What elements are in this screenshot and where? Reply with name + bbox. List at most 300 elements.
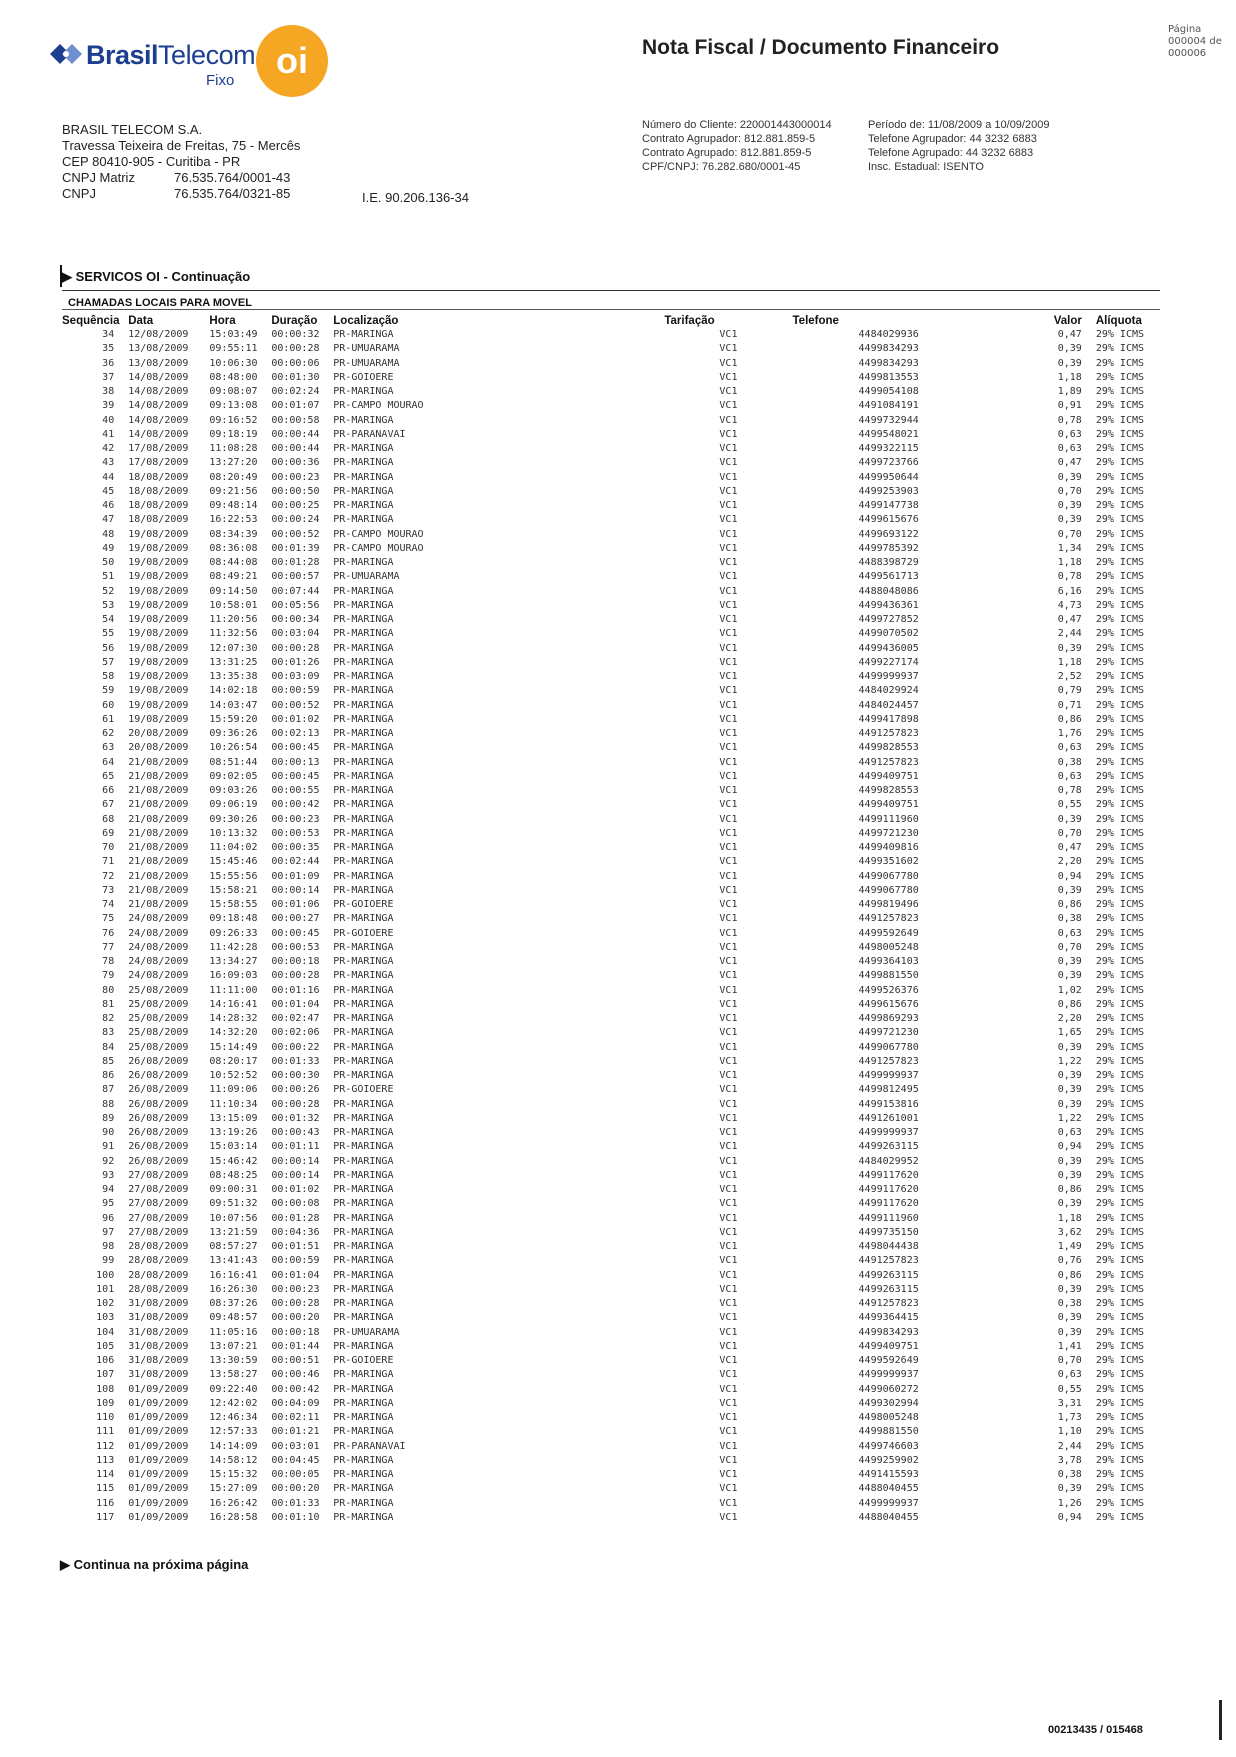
cell-data: 31/08/2009	[128, 1369, 189, 1381]
cell-sequencia: 112	[96, 1440, 115, 1452]
telefone-agrupado: Telefone Agrupado: 44 3232 6883	[868, 147, 1034, 159]
client-info-left	[642, 118, 832, 174]
cell-sequencia: 54	[102, 614, 115, 626]
cell-duracao: 00:00:28	[271, 343, 320, 355]
cell-localizacao: PR-MARINGA	[333, 1298, 394, 1310]
cell-telefone: 4499259902	[858, 1454, 919, 1466]
cell-telefone: 4484029924	[858, 685, 919, 697]
cell-localizacao: PR-MARINGA	[333, 671, 394, 683]
cell-aliquota: 29% ICMS	[1095, 884, 1145, 896]
cell-duracao: 00:00:28	[271, 1298, 320, 1310]
cell-hora: 11:10:34	[209, 1098, 258, 1110]
cell-telefone: 4499693122	[858, 528, 919, 540]
cell-valor: 0,86	[1057, 713, 1082, 725]
table-row	[62, 1226, 1160, 1240]
cell-valor: 1,22	[1057, 1055, 1082, 1067]
cell-telefone: 4499067780	[858, 884, 919, 896]
cell-hora: 13:30:59	[209, 1355, 258, 1367]
cell-valor: 0,47	[1057, 457, 1082, 469]
cell-tarifacao: VC1	[719, 884, 738, 896]
cell-localizacao: PR-MARINGA	[333, 557, 394, 569]
cell-localizacao: PR-MARINGA	[333, 1070, 394, 1082]
cell-telefone: 4499067780	[858, 1041, 919, 1053]
cell-localizacao: PR-MARINGA	[333, 414, 394, 426]
cell-duracao: 00:00:08	[271, 1198, 320, 1210]
col-hora: Hora	[209, 314, 236, 327]
cell-aliquota: 29% ICMS	[1095, 1169, 1145, 1181]
cell-tarifacao: VC1	[719, 770, 738, 782]
cell-hora: 14:16:41	[209, 998, 258, 1010]
cell-valor: 0,38	[1057, 1469, 1082, 1481]
cell-sequencia: 117	[96, 1511, 115, 1523]
cnpj-row	[62, 186, 300, 202]
company-cep: CEP 80410-905 - Curitiba - PR	[62, 154, 241, 169]
cell-valor: 0,39	[1057, 956, 1082, 968]
cell-valor: 0,39	[1057, 500, 1082, 512]
cell-data: 13/08/2009	[128, 357, 189, 369]
table-row	[62, 713, 1160, 727]
cell-localizacao: PR-MARINGA	[333, 728, 394, 740]
cell-aliquota: 29% ICMS	[1095, 970, 1145, 982]
cell-localizacao: PR-MARINGA	[333, 1483, 394, 1495]
cell-tarifacao: VC1	[719, 1041, 738, 1053]
cell-valor: 2,44	[1057, 1440, 1082, 1452]
cell-duracao: 00:00:30	[271, 1070, 320, 1082]
cell-sequencia: 91	[102, 1141, 115, 1153]
cell-data: 01/09/2009	[128, 1383, 189, 1395]
cell-aliquota: 29% ICMS	[1095, 1283, 1145, 1295]
cell-tarifacao: VC1	[719, 514, 738, 526]
cell-aliquota: 29% ICMS	[1095, 1155, 1145, 1167]
company-name: BRASIL TELECOM S.A.	[62, 122, 203, 137]
cell-data: 28/08/2009	[128, 1269, 189, 1281]
cell-telefone: 4499615676	[858, 514, 919, 526]
cell-aliquota: 29% ICMS	[1095, 870, 1145, 882]
cell-duracao: 00:00:27	[271, 913, 320, 925]
cell-data: 25/08/2009	[128, 998, 189, 1010]
cell-localizacao: PR-MARINGA	[333, 471, 394, 483]
section-divider	[62, 290, 1160, 291]
table-row	[62, 357, 1160, 371]
cell-valor: 1,10	[1057, 1426, 1082, 1438]
cell-localizacao: PR-CAMPO MOURAO	[333, 528, 424, 540]
cell-duracao: 00:01:33	[271, 1497, 320, 1509]
cell-hora: 11:20:56	[209, 614, 258, 626]
cell-sequencia: 64	[102, 756, 115, 768]
cell-valor: 0,63	[1057, 927, 1082, 939]
cell-tarifacao: VC1	[719, 1212, 738, 1224]
cell-valor: 0,63	[1057, 742, 1082, 754]
cell-sequencia: 43	[102, 457, 115, 469]
cell-valor: 0,38	[1057, 1298, 1082, 1310]
cell-sequencia: 60	[102, 699, 115, 711]
cell-hora: 12:07:30	[209, 642, 258, 654]
cell-duracao: 00:01:06	[271, 899, 320, 911]
table-row	[62, 442, 1160, 456]
cell-localizacao: PR-MARINGA	[333, 970, 394, 982]
cell-valor: 0,78	[1057, 785, 1082, 797]
cell-telefone: 4499067780	[858, 870, 919, 882]
cell-valor: 0,39	[1057, 357, 1082, 369]
table-row	[62, 1183, 1160, 1197]
cell-valor: 3,31	[1057, 1397, 1082, 1409]
cell-data: 26/08/2009	[128, 1155, 189, 1167]
table-row	[62, 1055, 1160, 1069]
cell-sequencia: 40	[102, 414, 115, 426]
table-row	[62, 955, 1160, 969]
cell-data: 27/08/2009	[128, 1226, 189, 1238]
cell-data: 19/08/2009	[128, 671, 189, 683]
cell-hora: 13:19:26	[209, 1127, 258, 1139]
cell-data: 01/09/2009	[128, 1426, 189, 1438]
cell-hora: 16:26:30	[209, 1283, 258, 1295]
client-number: Número do Cliente: 220001443000014	[642, 119, 832, 131]
cell-sequencia: 86	[102, 1070, 115, 1082]
col-telefone: Telefone	[792, 314, 839, 327]
cell-duracao: 00:00:06	[271, 357, 320, 369]
cell-duracao: 00:00:36	[271, 457, 320, 469]
cell-localizacao: PR-MARINGA	[333, 884, 394, 896]
cell-sequencia: 89	[102, 1112, 115, 1124]
cell-hora: 08:44:08	[209, 557, 258, 569]
scan-edge-mark	[1219, 1700, 1222, 1740]
cell-localizacao: PR-MARINGA	[333, 386, 394, 398]
cell-hora: 13:15:09	[209, 1112, 258, 1124]
cell-tarifacao: VC1	[719, 1440, 738, 1452]
cell-duracao: 00:07:44	[271, 585, 320, 597]
cell-tarifacao: VC1	[719, 699, 738, 711]
cell-valor: 0,47	[1057, 614, 1082, 626]
cell-valor: 0,86	[1057, 1269, 1082, 1281]
cell-duracao: 00:01:21	[271, 1426, 320, 1438]
table-row	[62, 371, 1160, 385]
cell-hora: 09:08:07	[209, 386, 258, 398]
cell-duracao: 00:03:04	[271, 628, 320, 640]
cell-sequencia: 76	[102, 927, 115, 939]
cell-localizacao: PR-MARINGA	[333, 756, 394, 768]
cell-telefone: 4499436005	[858, 642, 919, 654]
cell-duracao: 00:00:55	[271, 785, 320, 797]
cell-data: 20/08/2009	[128, 728, 189, 740]
col-duracao: Duração	[271, 314, 318, 327]
cell-localizacao: PR-MARINGA	[333, 913, 394, 925]
cell-duracao: 00:00:43	[271, 1127, 320, 1139]
col-data: Data	[128, 314, 154, 327]
cell-hora: 09:00:31	[209, 1184, 258, 1196]
cell-hora: 15:46:42	[209, 1155, 258, 1167]
cell-aliquota: 29% ICMS	[1095, 1369, 1145, 1381]
cell-telefone: 4499834293	[858, 1326, 919, 1338]
table-row	[62, 1240, 1160, 1254]
cell-telefone: 4499999937	[858, 671, 919, 683]
cell-duracao: 00:02:24	[271, 386, 320, 398]
cell-localizacao: PR-MARINGA	[333, 1469, 394, 1481]
cell-telefone: 4499070502	[858, 628, 919, 640]
cell-hora: 14:02:18	[209, 685, 258, 697]
cell-data: 28/08/2009	[128, 1241, 189, 1253]
table-row	[62, 1140, 1160, 1154]
table-row	[62, 898, 1160, 912]
cell-hora: 09:21:56	[209, 485, 258, 497]
cell-sequencia: 107	[96, 1369, 115, 1381]
cell-data: 19/08/2009	[128, 557, 189, 569]
cell-localizacao: PR-MARINGA	[333, 956, 394, 968]
cell-duracao: 00:00:18	[271, 956, 320, 968]
cell-tarifacao: VC1	[719, 1098, 738, 1110]
cell-tarifacao: VC1	[719, 371, 738, 383]
cell-hora: 11:05:16	[209, 1326, 258, 1338]
cell-duracao: 00:00:22	[271, 1041, 320, 1053]
table-row	[62, 1155, 1160, 1169]
cell-valor: 0,71	[1057, 699, 1082, 711]
cell-duracao: 00:03:09	[271, 671, 320, 683]
table-row	[62, 385, 1160, 399]
table-row	[62, 1340, 1160, 1354]
cell-localizacao: PR-MARINGA	[333, 628, 394, 640]
cell-localizacao: PR-MARINGA	[333, 329, 394, 341]
cell-sequencia: 34	[102, 329, 115, 341]
cell-data: 14/08/2009	[128, 371, 189, 383]
cell-data: 01/09/2009	[128, 1469, 189, 1481]
cell-telefone: 4499999937	[858, 1497, 919, 1509]
cell-hora: 09:55:11	[209, 343, 258, 355]
cell-data: 01/09/2009	[128, 1483, 189, 1495]
cell-telefone: 4499263115	[858, 1141, 919, 1153]
arrow-right-icon: ▶	[62, 269, 76, 284]
cell-localizacao: PR-PARANAVAI	[333, 1440, 406, 1452]
cell-sequencia: 99	[102, 1255, 115, 1267]
table-row	[62, 813, 1160, 827]
cell-localizacao: PR-MARINGA	[333, 941, 394, 953]
cell-aliquota: 29% ICMS	[1095, 1412, 1145, 1424]
cell-data: 31/08/2009	[128, 1326, 189, 1338]
table-row	[62, 1497, 1160, 1511]
cell-valor: 0,39	[1057, 970, 1082, 982]
cell-hora: 16:28:58	[209, 1511, 258, 1523]
cell-hora: 09:26:33	[209, 927, 258, 939]
cell-duracao: 00:01:28	[271, 1212, 320, 1224]
cell-localizacao: PR-MARINGA	[333, 614, 394, 626]
client-info-right	[868, 118, 1049, 174]
cell-hora: 12:57:33	[209, 1426, 258, 1438]
cell-aliquota: 29% ICMS	[1095, 1426, 1145, 1438]
cell-duracao: 00:02:44	[271, 856, 320, 868]
cell-valor: 1,73	[1057, 1412, 1082, 1424]
cell-hora: 09:14:50	[209, 585, 258, 597]
cell-data: 25/08/2009	[128, 984, 189, 996]
cell-aliquota: 29% ICMS	[1095, 557, 1145, 569]
cell-telefone: 4491084191	[858, 400, 919, 412]
cell-sequencia: 46	[102, 500, 115, 512]
cell-hora: 13:31:25	[209, 656, 258, 668]
cell-hora: 09:36:26	[209, 728, 258, 740]
cell-localizacao: PR-MARINGA	[333, 1283, 394, 1295]
cell-telefone: 4498044438	[858, 1241, 919, 1253]
cell-data: 12/08/2009	[128, 329, 189, 341]
cell-duracao: 00:04:45	[271, 1454, 320, 1466]
cell-localizacao: PR-MARINGA	[333, 998, 394, 1010]
cell-valor: 0,39	[1057, 1483, 1082, 1495]
cell-tarifacao: VC1	[719, 685, 738, 697]
table-row	[62, 969, 1160, 983]
cell-hora: 11:04:02	[209, 842, 258, 854]
cell-tarifacao: VC1	[719, 1070, 738, 1082]
cell-hora: 11:32:56	[209, 628, 258, 640]
cell-valor: 0,70	[1057, 827, 1082, 839]
table-row	[62, 912, 1160, 926]
cell-telefone: 4499364415	[858, 1312, 919, 1324]
cell-hora: 15:58:55	[209, 899, 258, 911]
cell-aliquota: 29% ICMS	[1095, 500, 1145, 512]
cell-telefone: 4499153816	[858, 1098, 919, 1110]
cell-localizacao: PR-MARINGA	[333, 770, 394, 782]
cell-duracao: 00:00:46	[271, 1369, 320, 1381]
cell-telefone: 4499409816	[858, 842, 919, 854]
cell-aliquota: 29% ICMS	[1095, 1027, 1145, 1039]
cell-localizacao: PR-MARINGA	[333, 1369, 394, 1381]
cell-duracao: 00:00:14	[271, 1155, 320, 1167]
cell-hora: 09:13:08	[209, 400, 258, 412]
cell-tarifacao: VC1	[719, 970, 738, 982]
cell-valor: 0,38	[1057, 913, 1082, 925]
table-row	[62, 570, 1160, 584]
table-title-divider	[62, 309, 1160, 310]
cell-tarifacao: VC1	[719, 642, 738, 654]
cell-sequencia: 62	[102, 728, 115, 740]
cell-telefone: 4491257823	[858, 1055, 919, 1067]
cell-aliquota: 29% ICMS	[1095, 827, 1145, 839]
cell-hora: 16:26:42	[209, 1497, 258, 1509]
cell-aliquota: 29% ICMS	[1095, 485, 1145, 497]
cell-data: 28/08/2009	[128, 1283, 189, 1295]
cell-data: 24/08/2009	[128, 970, 189, 982]
cell-localizacao: PR-GOIOERE	[333, 899, 394, 911]
cell-aliquota: 29% ICMS	[1095, 514, 1145, 526]
cell-hora: 14:14:09	[209, 1440, 258, 1452]
cell-duracao: 00:00:20	[271, 1312, 320, 1324]
table-row	[62, 784, 1160, 798]
cell-duracao: 00:00:28	[271, 642, 320, 654]
cell-hora: 13:34:27	[209, 956, 258, 968]
cell-data: 19/08/2009	[128, 713, 189, 725]
col-tarifacao: Tarifação	[664, 314, 715, 327]
cell-telefone: 4499732944	[858, 414, 919, 426]
cell-data: 13/08/2009	[128, 343, 189, 355]
cell-duracao: 00:02:47	[271, 1013, 320, 1025]
cell-aliquota: 29% ICMS	[1095, 1397, 1145, 1409]
cell-valor: 0,39	[1057, 1169, 1082, 1181]
cell-tarifacao: VC1	[719, 1283, 738, 1295]
cell-telefone: 4488040455	[858, 1483, 919, 1495]
cell-sequencia: 87	[102, 1084, 115, 1096]
cell-valor: 0,63	[1057, 428, 1082, 440]
cell-tarifacao: VC1	[719, 457, 738, 469]
cell-tarifacao: VC1	[719, 1255, 738, 1267]
table-row	[62, 1454, 1160, 1468]
cell-sequencia: 85	[102, 1055, 115, 1067]
cell-sequencia: 35	[102, 343, 115, 355]
table-row	[62, 1397, 1160, 1411]
cell-duracao: 00:00:28	[271, 970, 320, 982]
cell-hora: 10:52:52	[209, 1070, 258, 1082]
cell-aliquota: 29% ICMS	[1095, 842, 1145, 854]
cell-sequencia: 72	[102, 870, 115, 882]
cell-sequencia: 80	[102, 984, 115, 996]
cell-localizacao: PR-MARINGA	[333, 1426, 394, 1438]
cell-sequencia: 90	[102, 1127, 115, 1139]
cell-sequencia: 101	[96, 1283, 115, 1295]
cell-data: 21/08/2009	[128, 770, 189, 782]
cell-aliquota: 29% ICMS	[1095, 1055, 1145, 1067]
cell-tarifacao: VC1	[719, 428, 738, 440]
cell-sequencia: 57	[102, 656, 115, 668]
cell-data: 01/09/2009	[128, 1412, 189, 1424]
table-row	[62, 1297, 1160, 1311]
cell-telefone: 4499881550	[858, 1426, 919, 1438]
cell-aliquota: 29% ICMS	[1095, 770, 1145, 782]
cell-tarifacao: VC1	[719, 927, 738, 939]
table-row	[62, 1069, 1160, 1083]
cell-data: 19/08/2009	[128, 699, 189, 711]
cell-hora: 11:42:28	[209, 941, 258, 953]
cell-sequencia: 71	[102, 856, 115, 868]
cnpj-matriz-value: 76.535.764/0001-43	[174, 170, 291, 185]
cell-aliquota: 29% ICMS	[1095, 671, 1145, 683]
cell-tarifacao: VC1	[719, 1241, 738, 1253]
cell-duracao: 00:02:11	[271, 1412, 320, 1424]
cell-duracao: 00:01:26	[271, 656, 320, 668]
cell-tarifacao: VC1	[719, 1013, 738, 1025]
cell-tarifacao: VC1	[719, 1141, 738, 1153]
cell-telefone: 4499117620	[858, 1184, 919, 1196]
table-row	[62, 1425, 1160, 1439]
cell-telefone: 4499111960	[858, 813, 919, 825]
cell-duracao: 00:02:06	[271, 1027, 320, 1039]
cell-hora: 13:21:59	[209, 1226, 258, 1238]
cell-localizacao: PR-MARINGA	[333, 599, 394, 611]
cell-sequencia: 59	[102, 685, 115, 697]
cell-sequencia: 73	[102, 884, 115, 896]
cell-sequencia: 68	[102, 813, 115, 825]
cell-tarifacao: VC1	[719, 1412, 738, 1424]
cell-localizacao: PR-PARANAVAI	[333, 428, 406, 440]
table-row	[62, 328, 1160, 342]
cell-aliquota: 29% ICMS	[1095, 899, 1145, 911]
table-row	[62, 827, 1160, 841]
cell-aliquota: 29% ICMS	[1095, 628, 1145, 640]
cell-hora: 09:02:05	[209, 770, 258, 782]
telefone-agrupador: Telefone Agrupador: 44 3232 6883	[868, 133, 1037, 145]
cell-sequencia: 98	[102, 1241, 115, 1253]
cell-telefone: 4499834293	[858, 343, 919, 355]
cell-valor: 1,89	[1057, 386, 1082, 398]
cell-localizacao: PR-MARINGA	[333, 799, 394, 811]
table-row	[62, 884, 1160, 898]
table-row	[62, 428, 1160, 442]
table-header-row	[62, 313, 1160, 328]
cell-data: 19/08/2009	[128, 571, 189, 583]
cell-telefone: 4499117620	[858, 1169, 919, 1181]
inscricao-estadual-client: Insc. Estadual: ISENTO	[868, 161, 984, 173]
cell-duracao: 00:00:42	[271, 1383, 320, 1395]
cell-hora: 09:51:32	[209, 1198, 258, 1210]
cell-duracao: 00:00:35	[271, 842, 320, 854]
table-row	[62, 727, 1160, 741]
cell-duracao: 00:00:18	[271, 1326, 320, 1338]
cell-hora: 16:09:03	[209, 970, 258, 982]
table-row	[62, 1311, 1160, 1325]
cell-duracao: 00:01:04	[271, 1269, 320, 1281]
